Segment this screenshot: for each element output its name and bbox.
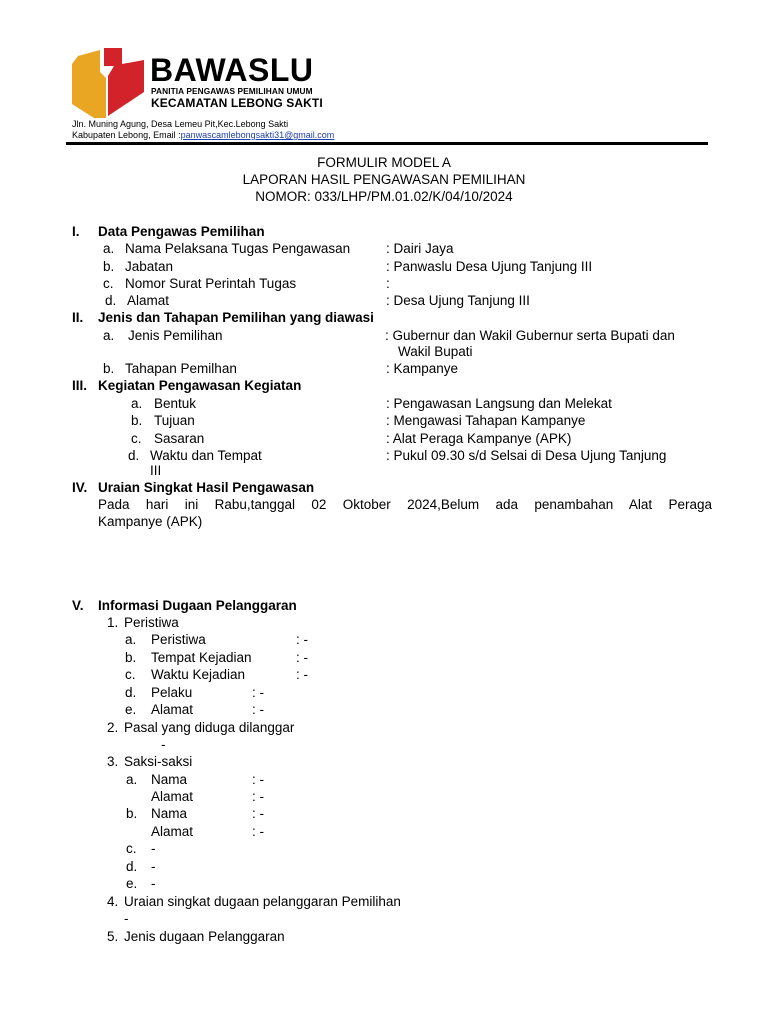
v1-item-label: Pelaku: [151, 685, 193, 700]
v3-item-letter: d.: [126, 859, 138, 874]
v1-item-value: : -: [296, 667, 308, 682]
v3-nama-value: : -: [252, 806, 264, 821]
section-1-number: I.: [72, 224, 80, 239]
s3-item-label-cont: III: [150, 463, 162, 478]
v-point-label: Jenis dugaan Pelanggaran: [124, 929, 285, 944]
v3-nama-label: Nama: [151, 806, 188, 821]
v-point-label: Uraian singkat dugaan pelanggaran Pemilihan: [124, 894, 401, 909]
s2-item-value: : Kampanye: [386, 361, 459, 376]
s2-item-value-cont: Wakil Bupati: [398, 344, 473, 359]
section-1-heading: Data Pengawas Pemilihan: [98, 224, 265, 239]
s1-item-label: Alamat: [127, 293, 170, 308]
v1-item-letter: a.: [125, 632, 137, 647]
v1-item-value: : -: [252, 702, 264, 717]
section-2-number: II.: [72, 310, 84, 325]
v1-item-label: Alamat: [151, 702, 194, 717]
v1-item-letter: e.: [125, 702, 137, 717]
v-point-label: Peristiwa: [124, 615, 179, 630]
s2-item-label: Tahapan Pemilhan: [125, 361, 237, 376]
section-3-heading: Kegiatan Pengawasan Kegiatan: [98, 378, 302, 393]
s1-item-value: : Dairi Jaya: [386, 241, 454, 256]
s1-item-label: Jabatan: [125, 259, 174, 274]
v3-nama-label: Nama: [151, 772, 188, 787]
section-4-number: IV.: [72, 480, 88, 495]
section-4-paragraph-line-1: Pada hari ini Rabu,tanggal 02 Oktober 2024,Belum ada penambahan Alat Peraga: [98, 497, 712, 512]
v3-alamat-label: Alamat: [151, 789, 194, 804]
v3-item-letter: a.: [126, 772, 138, 787]
s2-item-label: Jenis Pemilihan: [128, 328, 223, 343]
org-subtitle: PANITIA PENGAWAS PEMILIHAN UMUM: [151, 86, 313, 96]
address-line-2: [72, 130, 334, 140]
v3-alamat-value: : -: [252, 824, 264, 839]
section-4-heading: Uraian Singkat Hasil Pengawasan: [98, 480, 315, 495]
s1-item-letter: d.: [105, 293, 117, 308]
v3-alamat-value: : -: [252, 789, 264, 804]
v3-item-value: -: [151, 876, 156, 891]
s3-item-letter: a.: [131, 396, 143, 411]
v3-item-letter: c.: [126, 841, 137, 856]
v1-item-value: : -: [252, 685, 264, 700]
address-line-1: Jln. Muning Agung, Desa Lemeu Pit,Kec.Lebong Sakti: [72, 119, 289, 129]
v3-item-letter: b.: [126, 806, 138, 821]
section-2-heading: Jenis dan Tahapan Pemilihan yang diawasi: [98, 310, 374, 325]
v-point-number: 1.: [107, 615, 119, 630]
header-divider: [66, 142, 708, 145]
v1-item-letter: b.: [125, 650, 137, 665]
s2-item-letter: b.: [103, 361, 115, 376]
s1-item-value: :: [386, 276, 390, 291]
org-district: KECAMATAN LEBONG SAKTI: [151, 96, 323, 110]
v2-value: -: [161, 737, 166, 752]
v-point-label: Pasal yang diduga dilanggar: [124, 720, 295, 735]
s3-item-label: Bentuk: [154, 396, 197, 411]
v-point-number: 5.: [107, 929, 119, 944]
s3-item-value: : Pukul 09.30 s/d Selsai di Desa Ujung Tanjung: [386, 448, 667, 463]
report-title: LAPORAN HASIL PENGAWASAN PEMILIHAN: [242, 172, 526, 187]
s1-item-letter: c.: [103, 276, 114, 291]
s1-item-value: : Panwaslu Desa Ujung Tanjung III: [386, 259, 593, 274]
v1-item-value: : -: [296, 650, 308, 665]
bawaslu-logo: [68, 44, 146, 120]
v3-nama-value: : -: [252, 772, 264, 787]
section-5-heading: Informasi Dugaan Pelanggaran: [98, 598, 297, 613]
section-5-number: V.: [72, 598, 84, 613]
v1-item-label: Peristiwa: [151, 632, 206, 647]
v3-alamat-label: Alamat: [151, 824, 194, 839]
v1-item-label: Tempat Kejadian: [151, 650, 252, 665]
report-number: NOMOR: 033/LHP/PM.01.02/K/04/10/2024: [255, 189, 513, 204]
v1-item-label: Waktu Kejadian: [151, 667, 246, 682]
s3-item-value: : Alat Peraga Kampanye (APK): [386, 431, 572, 446]
v-point-label: Saksi-saksi: [124, 754, 193, 769]
form-title: FORMULIR MODEL A: [317, 155, 451, 170]
s2-item-value: : Gubernur dan Wakil Gubernur serta Bupati dan: [385, 328, 675, 343]
s1-item-value: : Desa Ujung Tanjung III: [386, 293, 530, 308]
s3-item-value: : Pengawasan Langsung dan Melekat: [386, 396, 612, 411]
v1-item-value: : -: [296, 632, 308, 647]
s3-item-label: Sasaran: [154, 431, 205, 446]
s3-item-label: Waktu dan Tempat: [150, 448, 262, 463]
v-point-number: 4.: [107, 894, 119, 909]
org-name: BAWASLU: [150, 52, 314, 88]
v3-item-letter: e.: [126, 876, 138, 891]
s3-item-label: Tujuan: [154, 413, 195, 428]
s1-item-letter: a.: [103, 241, 115, 256]
s1-item-letter: b.: [103, 259, 115, 274]
v1-item-letter: d.: [125, 685, 137, 700]
s1-item-label: Nomor Surat Perintah Tugas: [125, 276, 297, 291]
s2-item-letter: a.: [103, 328, 115, 343]
s3-item-letter: b.: [131, 413, 143, 428]
v4-value: -: [124, 911, 129, 926]
email-link[interactable]: panwascamlebongsakti31@gmail.com: [180, 130, 335, 140]
s1-item-label: Nama Pelaksana Tugas Pengawasan: [125, 241, 351, 256]
s3-item-letter: c.: [131, 431, 142, 446]
s3-item-letter: d.: [128, 448, 140, 463]
v3-item-value: -: [151, 841, 156, 856]
v-point-number: 3.: [107, 754, 119, 769]
v-point-number: 2.: [107, 720, 119, 735]
v3-item-value: -: [151, 859, 156, 874]
s3-item-value: : Mengawasi Tahapan Kampanye: [386, 413, 586, 428]
section-4-paragraph-line-2: Kampanye (APK): [98, 514, 203, 529]
v1-item-letter: c.: [125, 667, 136, 682]
section-3-number: III.: [72, 378, 88, 393]
address-prefix: Kabupaten Lebong, Email :: [72, 130, 181, 140]
